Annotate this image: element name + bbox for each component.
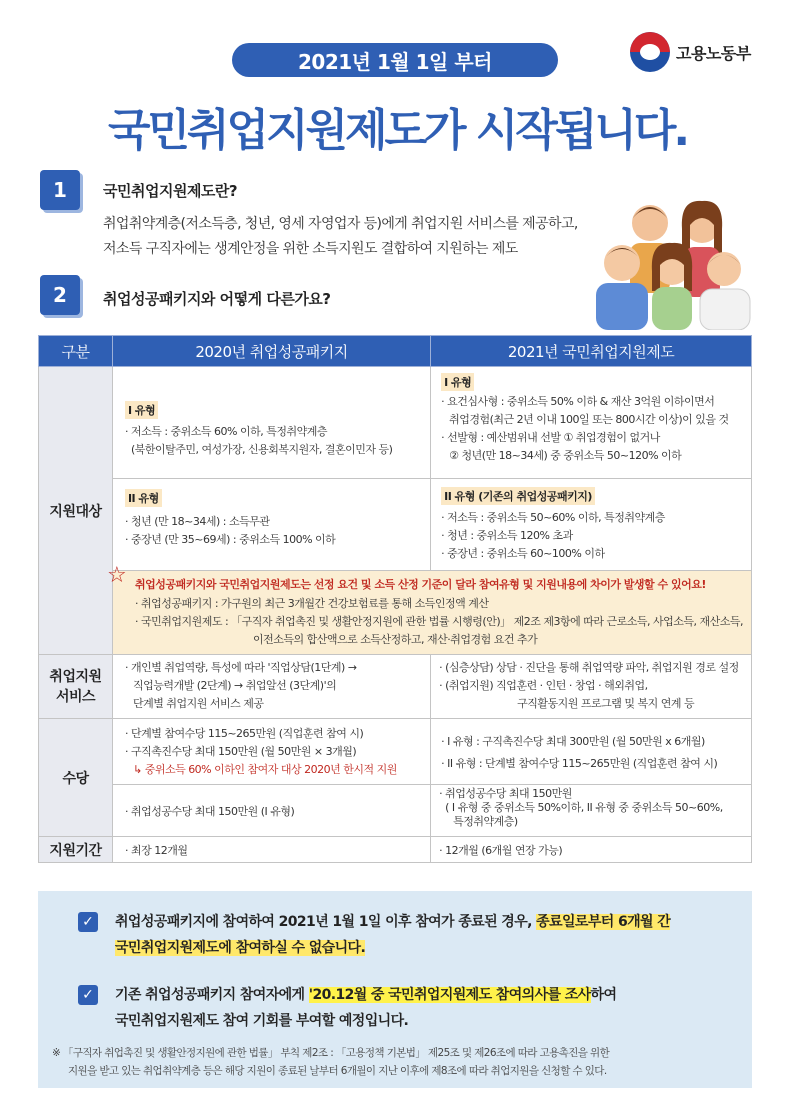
cell-2021-allowance1 bbox=[431, 719, 752, 785]
section2-title: 취업성공패키지와 어떻게 다른가요? bbox=[103, 290, 331, 308]
row-label-line: 서비스 bbox=[55, 688, 96, 705]
notice-highlight: 종료일로부터 6개월 간 bbox=[536, 914, 671, 930]
cell-text: · 요건심사형 : 중위소득 50% 이하 & 재산 3억원 이하이면서 bbox=[441, 395, 715, 408]
cell-text: · 저소득 : 중위소득 50~60% 이하, 특정취약계층 bbox=[441, 511, 665, 524]
section1-desc-line1: 취업취약계층(저소득층, 청년, 영세 자영업자 등)에게 취업지원 서비스를 제공하고, bbox=[103, 216, 578, 232]
cell-text: (북한이탈주민, 여성가장, 신용회복지원자, 결혼이민자 등) bbox=[130, 443, 393, 456]
cell-2020-type2 bbox=[112, 479, 430, 571]
cell-text: 특정취약계층) bbox=[453, 815, 518, 828]
notice-highlight: 국민취업지원제도에 참여하실 수 없습니다. bbox=[115, 940, 366, 956]
section1-description bbox=[103, 212, 578, 262]
cell-text: · 저소득 : 중위소득 60% 이하, 특정취약계층 bbox=[124, 425, 327, 438]
ministry-name: 고용노동부 bbox=[676, 43, 751, 63]
cell-text: · 취업성공수당 최대 150만원 (I 유형) bbox=[124, 805, 295, 818]
footnote-line: 지원을 받고 있는 취업취약계층 등은 해당 지원이 종료된 날부터 6개월이 지난 이후에 제8조에 따라 취업지원을 신청할 수 있다. bbox=[68, 1065, 607, 1077]
row-label-service bbox=[39, 655, 113, 719]
cell-text: · 취업성공수당 최대 150만원 bbox=[439, 787, 572, 800]
table-row bbox=[39, 367, 752, 479]
header-2020: 2020년 취업성공패키지 bbox=[112, 336, 430, 367]
table-row bbox=[39, 479, 752, 571]
cell-2021-type1 bbox=[431, 367, 752, 479]
table-header-row bbox=[39, 336, 752, 367]
cell-2020-service bbox=[112, 655, 430, 719]
row-label-target: 지원대상 bbox=[39, 367, 113, 655]
comparison-table bbox=[38, 335, 752, 863]
cell-text: 단계별 취업지원 서비스 제공 bbox=[132, 697, 264, 710]
notice-item-1 bbox=[115, 909, 670, 961]
table-row bbox=[39, 837, 752, 863]
cell-text: · (취업지원) 직업훈련 · 인턴 · 창업 · 해외취업, bbox=[439, 679, 648, 692]
type-tag: I 유형 bbox=[125, 401, 158, 419]
cell-text: · (심층상담) 상담 · 진단을 통해 취업역량 파악, 취업지원 경로 설정 bbox=[439, 661, 739, 674]
cell-2020-allowance2 bbox=[112, 785, 430, 837]
notice-text: · 국민취업지원제도 : 「구직자 취업촉진 및 생활안정지원에 관한 법률 시행령(안)」 제2조 제3항에 따라 근로소득, 사업소득, 재산소득, bbox=[134, 615, 743, 628]
cell-text: 구직활동지원 프로그램 및 복지 연계 등 bbox=[517, 697, 695, 710]
cell-2020-allowance1 bbox=[112, 719, 430, 785]
cell-text: · 청년 : 중위소득 120% 초과 bbox=[441, 529, 573, 542]
notice-text: 기존 취업성공패키지 참여자에게 bbox=[115, 987, 305, 1003]
section-number-1: 1 bbox=[40, 170, 80, 210]
allowance-note-text: 중위소득 60% 이하인 참여자 대상 2020년 한시적 지원 bbox=[144, 763, 397, 776]
cell-text: · 중장년 (만 35~69세) : 중위소득 100% 이하 bbox=[124, 533, 336, 546]
row-label-line: 취업지원 bbox=[49, 668, 102, 685]
notice-highlight: '20.12월 중 국민취업지원제도 참여의사를 조사 bbox=[308, 987, 591, 1003]
people-illustration bbox=[590, 195, 755, 330]
cell-text: · 중장년 : 중위소득 60~100% 이하 bbox=[441, 547, 605, 560]
star-icon: ☆ bbox=[106, 563, 127, 588]
cell-text: · I 유형 : 구직촉진수당 최대 300만원 (월 50만원 x 6개월) bbox=[441, 735, 705, 748]
cell-text: · 선발형 : 예산범위내 선발 ① 취업경험이 없거나 bbox=[441, 431, 660, 444]
row-label-period: 지원기간 bbox=[39, 837, 113, 863]
section1-title: 국민취업지원제도란? bbox=[103, 182, 238, 200]
date-banner: 2021년 1월 1일 부터 bbox=[232, 43, 558, 77]
table-row bbox=[39, 785, 752, 837]
header-category: 구분 bbox=[39, 336, 113, 367]
type-tag: II 유형 bbox=[125, 489, 162, 507]
notice-text: 하여 bbox=[590, 987, 617, 1003]
table-row bbox=[39, 719, 752, 785]
cell-text: · 단계별 참여수당 115~265만원 (직업훈련 참여 시) bbox=[124, 727, 364, 740]
notice-text: · 취업성공패키지 : 가구원의 최근 3개월간 건강보험료를 통해 소득인정액 계산 bbox=[134, 597, 489, 610]
cell-2020-period: · 최장 12개월 bbox=[112, 837, 430, 863]
arrow-icon: ↳ bbox=[132, 763, 145, 776]
type-tag: I 유형 bbox=[441, 373, 474, 391]
cell-text: 취업경험(최근 2년 이내 100일 또는 800시간 이상)이 있을 것 bbox=[449, 413, 729, 426]
footnote-line: ※ 「구직자 취업촉진 및 생활안정지원에 관한 법률」 부칙 제2조 : 「고용정책 기본법」 제25조 및 제26조에 따라 고용촉진을 위한 bbox=[52, 1047, 610, 1059]
notice-text: 이전소득의 합산액으로 소득산정하고, 재산·취업경험 요건 추가 bbox=[252, 633, 538, 646]
footnote bbox=[52, 1044, 609, 1080]
row-label-allowance: 수당 bbox=[39, 719, 113, 837]
cell-text: ② 청년(만 18~34세) 중 중위소득 50~120% 이하 bbox=[449, 449, 682, 462]
cell-2021-allowance2 bbox=[431, 785, 752, 837]
checkbox-checked-icon: ✓ bbox=[78, 912, 98, 932]
ministry-logo bbox=[630, 32, 751, 72]
table-row bbox=[39, 655, 752, 719]
table-row bbox=[39, 571, 752, 655]
page-title: 국민취업지원제도가 시작됩니다. bbox=[107, 105, 688, 156]
notice-item-2 bbox=[115, 982, 616, 1034]
ministry-emblem-icon bbox=[630, 32, 670, 72]
cell-2021-service bbox=[431, 655, 752, 719]
cell-text: 직업능력개발 (2단계) → 취업알선 (3단계)'의 bbox=[132, 679, 337, 692]
cell-text: · 개인별 취업역량, 특성에 따라 '직업상담(1단계) → bbox=[124, 661, 357, 674]
cell-2021-period: · 12개월 (6개월 연장 가능) bbox=[431, 837, 752, 863]
header-2021: 2021년 국민취업지원제도 bbox=[431, 336, 752, 367]
cell-text: · II 유형 : 단계별 참여수당 115~265만원 (직업훈련 참여 시) bbox=[441, 757, 718, 770]
notice-warning: 취업성공패키지와 국민취업지원제도는 선정 요건 및 소득 산정 기준이 달라 참여유형 및 지원내용에 차이가 발생할 수 있어요! bbox=[134, 578, 706, 591]
section1-desc-line2: 저소득 구직자에는 생계안정을 위한 소득지원도 결합하여 지원하는 제도 bbox=[103, 241, 518, 257]
notice-text: 국민취업지원제도 참여 기회를 부여할 예정입니다. bbox=[115, 1013, 409, 1029]
cell-text: · 청년 (만 18~34세) : 소득무관 bbox=[124, 515, 270, 528]
cell-text: ( I 유형 중 중위소득 50%이하, II 유형 중 중위소득 50~60%, bbox=[445, 801, 723, 814]
type-tag: II 유형 (기존의 취업성공패키지) bbox=[441, 487, 595, 505]
cell-2020-type1 bbox=[112, 367, 430, 479]
notice-text: 취업성공패키지에 참여하여 2021년 1월 1일 이후 참여가 종료된 경우, bbox=[115, 914, 532, 930]
cell-2021-type2 bbox=[431, 479, 752, 571]
section-number-2: 2 bbox=[40, 275, 80, 315]
notice-cell bbox=[106, 563, 751, 655]
cell-text: · 구직촉진수당 최대 150만원 (월 50만원 × 3개월) bbox=[124, 745, 357, 758]
checkbox-checked-icon: ✓ bbox=[78, 985, 98, 1005]
allowance-note bbox=[125, 761, 420, 779]
